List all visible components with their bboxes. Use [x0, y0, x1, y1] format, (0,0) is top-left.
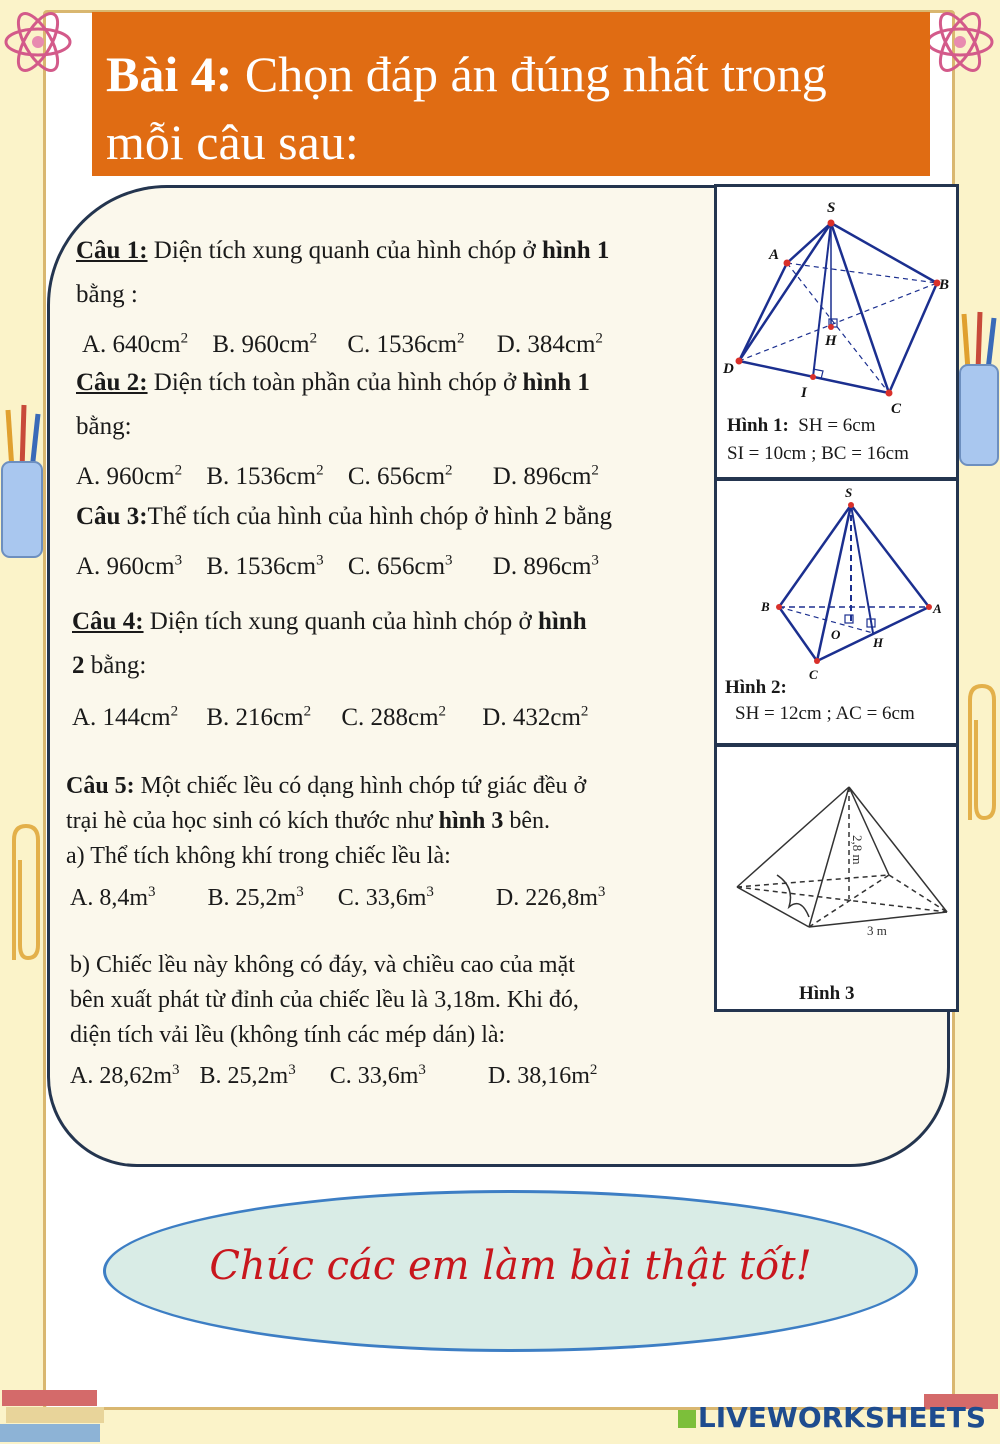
q5b-option-d[interactable]: D. $38,16m^2$	[487, 1062, 598, 1089]
q3-text: Thể tích của hình của hình chóp ở hình 2 bằng	[147, 503, 613, 530]
q3-option-b[interactable]: B. $1536cm^3$	[206, 553, 324, 581]
fig1-label-b: B	[939, 277, 950, 293]
good-luck-banner	[103, 1190, 918, 1352]
fig2-label-h: H	[873, 635, 884, 650]
q2-tail: bằng:	[76, 413, 132, 440]
q5-ref: hình 3	[438, 808, 504, 834]
q4-line	[72, 607, 587, 637]
q4-option-b[interactable]: B. $216cm^2$	[206, 704, 312, 732]
q4-option-c[interactable]: C. $288cm^2$	[341, 704, 447, 732]
fig2-label-b: B	[761, 599, 770, 614]
q4-tail-line	[72, 651, 146, 681]
q5a-option-d[interactable]: D. $226,8m^3$	[495, 884, 606, 911]
liveworksheets-logo: LIVEWORKSHEETS	[678, 1401, 986, 1434]
q5b-option-c[interactable]: C. $33,6m^3$	[329, 1062, 426, 1089]
header-number: Bài 4:	[106, 46, 233, 102]
q4-text: Diện tích xung quanh của hình chóp ở	[143, 608, 538, 635]
tent-diagram	[717, 747, 957, 947]
q5-part-b-3: diện tích vải lều (không tính các mép dán) là:	[70, 1022, 506, 1048]
q2-line	[76, 368, 590, 398]
q1-line	[76, 236, 609, 266]
q5b-options	[70, 1055, 597, 1091]
q4-options	[72, 697, 588, 733]
fig1-caption-2: SI = 10cm ; BC = 16cm	[727, 443, 909, 464]
fig2-label-c: C	[809, 667, 818, 681]
atom-icon-right	[918, 0, 1000, 90]
q3-options	[76, 546, 599, 582]
fig1-label-c: C	[891, 401, 902, 417]
q5-part-b-2: bên xuất phát từ đỉnh của chiếc lều là 3,18m. Khi đó,	[70, 987, 579, 1013]
fig2-title: Hình 2:	[725, 677, 787, 698]
q4-ref2: 2	[72, 652, 85, 679]
q3-label: Câu 3:	[76, 503, 148, 530]
fig2-label-a: A	[933, 601, 942, 616]
fig1-caption: Hình 1: SH = 6cm	[727, 415, 876, 436]
header-text: Chọn đáp án đúng nhất trong mỗi câu sau:	[106, 46, 827, 170]
q5b-option-a[interactable]: A. $28,62m^3$	[70, 1062, 180, 1089]
q3-option-a[interactable]: A. $960cm^3$	[76, 553, 183, 581]
atom-icon-left	[0, 0, 80, 90]
q1-option-d[interactable]: D. $384cm^2$	[496, 331, 603, 359]
pencil-cup-icon-left	[0, 400, 44, 560]
q1-tail: bằng :	[76, 281, 138, 308]
q3-line	[76, 502, 612, 532]
q1-option-c[interactable]: C. $1536cm^2$	[347, 331, 465, 359]
question-panel-corner	[700, 985, 950, 1167]
q3-option-d[interactable]: D. $896cm^3$	[492, 553, 599, 581]
fig3-height-label: 2,8 m	[850, 835, 865, 865]
books-icon	[0, 1388, 110, 1444]
q5a-option-b[interactable]: B. $25,2m^3$	[207, 884, 304, 911]
fig1-label-d: D	[723, 361, 734, 377]
q5a-option-a[interactable]: A. $8,4m^3$	[70, 884, 156, 911]
paperclip-icon-left	[0, 820, 44, 970]
logo-icon	[678, 1410, 696, 1428]
fig1-label-h: H	[825, 333, 837, 349]
fig1-label-i: I	[801, 385, 807, 401]
q4-ref: hình	[537, 608, 587, 635]
q5-part-b-1: b) Chiếc lều này không có đáy, và chiều cao của mặt	[70, 952, 575, 978]
fig3-base-label: 3 m	[867, 923, 887, 938]
figure-1	[714, 184, 959, 480]
q2-ref: hình 1	[522, 369, 590, 396]
q5-label: Câu 5:	[66, 773, 135, 799]
fig2-label-o: O	[831, 627, 841, 642]
q5-line	[66, 771, 586, 801]
q2-option-a[interactable]: A. $960cm^2$	[76, 463, 183, 491]
fig3-title: Hình 3	[799, 983, 855, 1004]
q5b-option-b[interactable]: B. $25,2m^3$	[199, 1062, 296, 1089]
fig2-caption: SH = 12cm ; AC = 6cm	[735, 703, 915, 724]
q4-tail: bằng:	[84, 652, 147, 679]
q5a-option-c[interactable]: C. $33,6m^3$	[337, 884, 434, 911]
pencil-cup-icon-right	[958, 310, 1000, 470]
q4-label: Câu 4:	[72, 608, 144, 635]
q2-text: Diện tích toàn phần của hình chóp ở	[147, 369, 523, 396]
q5-text: Một chiếc lều có dạng hình chóp tứ giác đều ở	[134, 773, 587, 799]
figure-2	[714, 478, 959, 746]
q1-ref: hình 1	[541, 237, 610, 264]
pyramid-1-diagram	[717, 187, 957, 417]
q2-option-c[interactable]: C. $656cm^2$	[347, 463, 453, 491]
q5-part-a: a) Thể tích không khí trong chiếc lều là:	[66, 843, 451, 869]
q1-option-a[interactable]: A. $640cm^2$	[82, 331, 189, 359]
q4-option-d[interactable]: D. $432cm^2$	[482, 704, 589, 732]
fig2-label-s: S	[845, 485, 853, 500]
q2-options	[76, 456, 599, 492]
q5a-options	[70, 877, 605, 913]
q2-option-b[interactable]: B. $1536cm^2$	[206, 463, 324, 491]
q4-option-a[interactable]: A. $144cm^2$	[72, 704, 179, 732]
good-luck-text: Chúc các em làm bài thật tốt!	[209, 1243, 812, 1289]
figure-3	[714, 744, 959, 1012]
q1-text: Diện tích xung quanh của hình chóp ở	[147, 237, 542, 264]
fig1-label-a: A	[769, 247, 780, 263]
q1-option-b[interactable]: B. $960cm^2$	[212, 331, 318, 359]
q5-line2: trại hè của học sinh có kích thước như hình 3 bên.	[66, 808, 550, 834]
q2-option-d[interactable]: D. $896cm^2$	[492, 463, 599, 491]
paperclip-icon-right	[958, 680, 1000, 830]
q1-label: Câu 1:	[76, 237, 148, 264]
exercise-header	[92, 12, 930, 176]
q1-options	[82, 324, 603, 360]
q3-option-c[interactable]: C. $656cm^3$	[347, 553, 453, 581]
q2-label: Câu 2:	[76, 369, 148, 396]
pyramid-2-diagram	[717, 481, 957, 681]
fig1-label-s: S	[827, 200, 836, 216]
